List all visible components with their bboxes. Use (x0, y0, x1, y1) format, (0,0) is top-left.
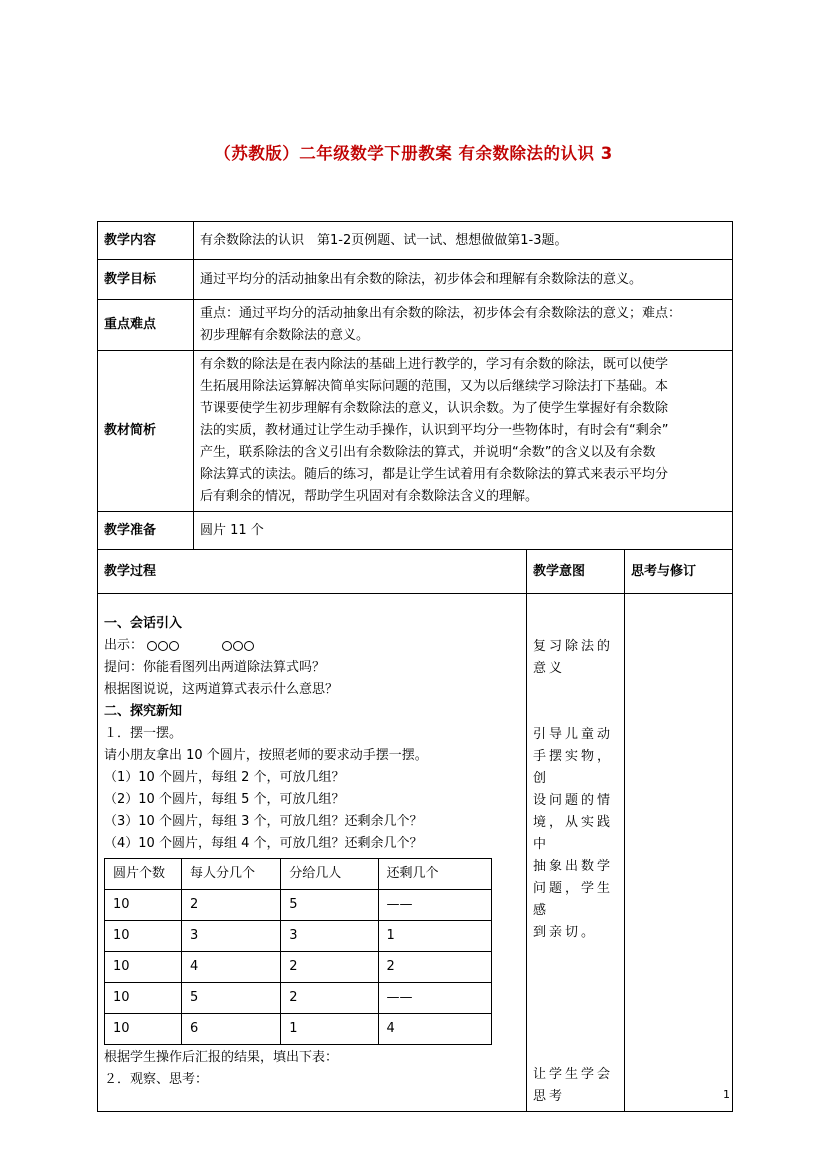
intent-line: 让学生学会 (533, 1067, 614, 1082)
table-cell: 3 (181, 921, 280, 952)
table-cell: 5 (281, 890, 378, 921)
table-cell: —— (378, 890, 491, 921)
step-1: １．摆一摆。 (104, 726, 183, 741)
goal-label: 教学目标 (98, 260, 194, 300)
table-cell: 4 (181, 952, 280, 983)
results-table (104, 858, 492, 1045)
table-cell: 2 (281, 952, 378, 983)
circle-icon (244, 641, 254, 651)
table-cell: 4 (378, 1014, 491, 1045)
table-cell: 10 (105, 983, 182, 1014)
intent-line: 到亲切。 (533, 925, 598, 940)
analysis-line: 生拓展用除法运算解决简单实际问题的范围，又为以后继续学习除法打下基础。本 (200, 379, 669, 394)
task-item: （2）10 个圆片，每组 5 个，可放几组？ (104, 792, 345, 807)
table-cell: 10 (105, 1014, 182, 1045)
process-header: 教学过程 (98, 550, 527, 594)
circle-icon (233, 641, 243, 651)
table-cell: 3 (281, 921, 378, 952)
content-label: 教学内容 (98, 222, 194, 260)
row-analysis (98, 351, 733, 512)
circle-group-1 (147, 638, 184, 653)
intent-line: 抽象出数学 (533, 859, 614, 874)
key-line-1: 重点：通过平均分的活动抽象出有余数的除法，初步体会有余数除法的意义；难点： (200, 306, 682, 321)
circle-icon (147, 641, 157, 651)
instruction: 请小朋友拿出 10 个圆片，按照老师的要求动手摆一摆。 (104, 748, 428, 763)
table-row (105, 983, 492, 1014)
after-text: 根据学生操作后汇报的结果，填出下表： (104, 1050, 339, 1065)
intent-line: 意义 (533, 661, 566, 676)
intent-line: 设问题的情 (533, 793, 614, 808)
row-key (98, 300, 733, 351)
results-header-row (105, 859, 492, 890)
row-prep (98, 512, 733, 550)
table-row (105, 1014, 492, 1045)
results-header: 圆片个数 (105, 859, 182, 890)
intent-header: 教学意图 (527, 550, 625, 594)
intent-line: 手摆实物，创 (533, 749, 614, 786)
table-cell: 10 (105, 921, 182, 952)
page-number: 1 (723, 1088, 730, 1101)
intent-line: 问题，学生感 (533, 881, 614, 918)
row-content (98, 222, 733, 260)
table-row (105, 921, 492, 952)
reflect-header: 思考与修订 (625, 550, 733, 594)
table-cell: 2 (181, 890, 280, 921)
table-cell: 1 (281, 1014, 378, 1045)
task-item: （4）10 个圆片，每组 4 个，可放几组？还剩余几个？ (104, 836, 423, 851)
key-line-2: 初步理解有余数除法的意义。 (200, 328, 370, 343)
document-title: （苏教版）二年级数学下册教案 有余数除法的认识 3 (214, 144, 613, 163)
results-header: 每人分几个 (181, 859, 280, 890)
table-cell: 10 (105, 952, 182, 983)
task-item: （3）10 个圆片，每组 3 个，可放几组？还剩余几个？ (104, 814, 423, 829)
reflect-cell (625, 594, 733, 1112)
section-2-heading: 二、探究新知 (104, 704, 183, 719)
analysis-line: 法的实质，教材通过让学生动手操作，认识到平均分一些物体时，有时会有“剩余” (200, 423, 669, 438)
results-header: 还剩几个 (378, 859, 491, 890)
analysis-line: 除法算式的读法。随后的练习，都是让学生试着用有余数除法的算式来表示平均分 (200, 467, 669, 482)
row-process (98, 594, 733, 1112)
intent-cell (527, 594, 625, 1112)
lesson-plan-table (97, 221, 733, 1112)
table-row (105, 952, 492, 983)
prep-value: 圆片 11 个 (194, 512, 733, 550)
table-cell: 1 (378, 921, 491, 952)
table-cell: 5 (181, 983, 280, 1014)
question-1: 提问：你能看图列出两道除法算式吗？ (104, 660, 326, 675)
key-value (194, 300, 733, 351)
table-row (105, 890, 492, 921)
intent-line: 引导儿童动 (533, 727, 614, 742)
goal-value: 通过平均分的活动抽象出有余数的除法，初步体会和理解有余数除法的意义。 (194, 260, 733, 300)
results-header: 分给几人 (281, 859, 378, 890)
question-2: 根据图说说，这两道算式表示什么意思？ (104, 682, 339, 697)
row-headers (98, 550, 733, 594)
analysis-line: 产生，联系除法的含义引出有余数除法的算式，并说明“余数”的含义以及有余数 (200, 445, 656, 460)
step-2: ２．观察、思考： (104, 1072, 209, 1087)
table-cell: —— (378, 983, 491, 1014)
table-cell: 6 (181, 1014, 280, 1045)
content-value: 有余数除法的认识 第1-2页例题、试一试、想想做做第1-3题。 (194, 222, 733, 260)
show-line (104, 635, 520, 657)
analysis-label: 教材简析 (98, 351, 194, 512)
process-cell (98, 594, 527, 1112)
row-goal (98, 260, 733, 300)
intent-line: 境，从实践中 (533, 815, 614, 852)
circle-icon (222, 641, 232, 651)
circle-icon (158, 641, 168, 651)
analysis-line: 后有剩余的情况，帮助学生巩固对有余数除法含义的理解。 (200, 489, 539, 504)
analysis-line: 节课要使学生初步理解有余数除法的意义，认识余数。为了使学生掌握好有余数除 (200, 401, 669, 416)
intent-line: 思考 (533, 1089, 566, 1104)
prep-label: 教学准备 (98, 512, 194, 550)
show-label: 出示： (104, 638, 144, 653)
key-label: 重点难点 (98, 300, 194, 351)
section-1-heading: 一、会话引入 (104, 616, 183, 631)
analysis-line: 有余数的除法是在表内除法的基础上进行教学的，学习有余数的除法，既可以使学 (200, 357, 669, 372)
circle-icon (169, 641, 179, 651)
table-cell: 10 (105, 890, 182, 921)
task-item: （1）10 个圆片，每组 2 个，可放几组？ (104, 770, 345, 785)
circle-group-2 (222, 638, 255, 653)
intent-line: 复习除法的 (533, 639, 614, 654)
table-cell: 2 (281, 983, 378, 1014)
table-cell: 2 (378, 952, 491, 983)
analysis-value (194, 351, 733, 512)
